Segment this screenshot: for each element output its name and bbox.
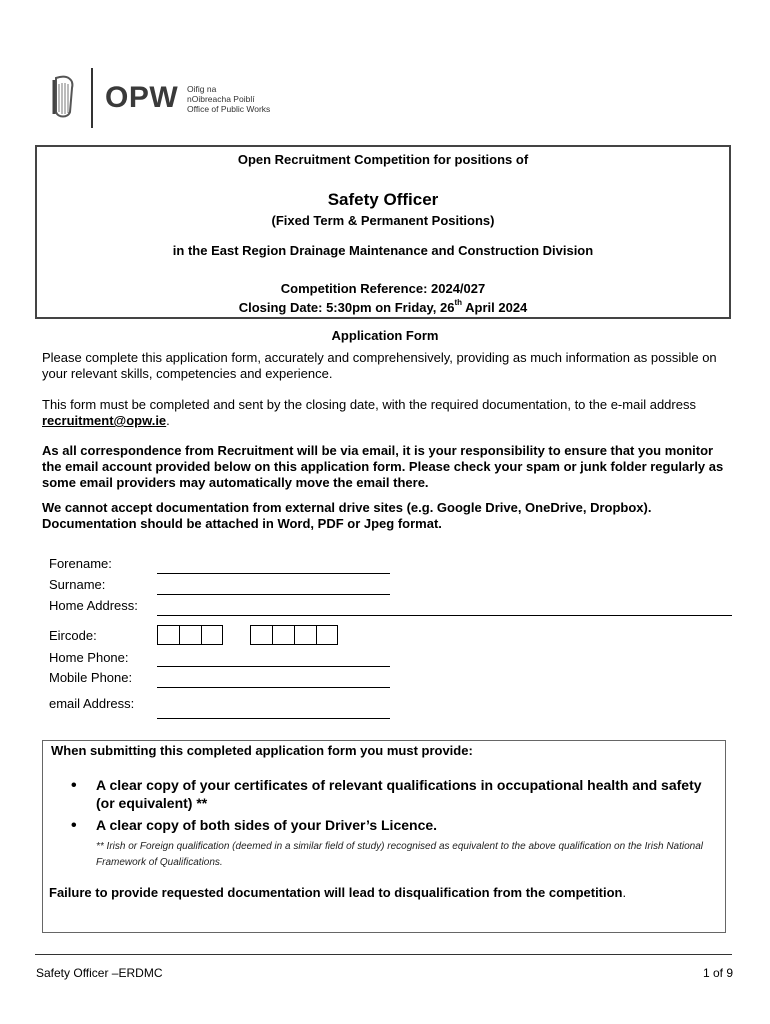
home-address-field[interactable] bbox=[157, 615, 732, 616]
forename-field[interactable] bbox=[157, 573, 390, 574]
eircode-box[interactable] bbox=[157, 625, 179, 645]
eircode-box[interactable] bbox=[179, 625, 201, 645]
eircode-box[interactable] bbox=[250, 625, 272, 645]
bullet-icon: • bbox=[71, 817, 77, 834]
surname-label: Surname: bbox=[49, 577, 106, 592]
email-address-label: email Address: bbox=[49, 696, 135, 711]
division: in the East Region Drainage Maintenance and Construction Division bbox=[172, 243, 594, 258]
eircode-box[interactable] bbox=[294, 625, 316, 645]
competition-title-box bbox=[35, 145, 731, 319]
instructions-paragraph: Please complete this application form, accurately and comprehensively, providing as much information as possible on your relevant skills, competencies and experience. bbox=[42, 350, 717, 381]
required-documents-box bbox=[42, 740, 726, 933]
positions-type: (Fixed Term & Permanent Positions) bbox=[271, 213, 495, 228]
required-item-qualifications: A clear copy of your certificates of relevant qualifications in occupational health and safety (or equivalent) ** bbox=[96, 777, 702, 811]
submission-paragraph: This form must be completed and sent by the closing date, with the required documentation, to the e-mail address recruitment@opw.ie. bbox=[42, 397, 696, 428]
required-item-licence: A clear copy of both sides of your Driver’s Licence. bbox=[96, 817, 438, 833]
form-heading: Application Form bbox=[331, 328, 439, 343]
competition-reference: Competition Reference: 2024/027 bbox=[280, 281, 486, 296]
mobile-phone-field[interactable] bbox=[157, 687, 390, 688]
closing-date: Closing Date: 5:30pm on Friday, 26th April 2024 bbox=[238, 298, 528, 315]
email-notice-paragraph: As all correspondence from Recruitment will be via email, it is your responsibility to ensure that you monitor the email account provided below on this application form. Please check your spam or junk folder regularly as some email providers may automatically move the email there. bbox=[42, 443, 724, 490]
disqualification-warning: Failure to provide requested documentation will lead to disqualification from the competition. bbox=[49, 885, 627, 900]
home-phone-field[interactable] bbox=[157, 666, 390, 667]
harp-icon bbox=[50, 74, 76, 120]
eircode-unique-boxes[interactable] bbox=[250, 625, 338, 645]
eircode-routing-boxes[interactable] bbox=[157, 625, 223, 645]
logo-divider bbox=[91, 68, 93, 128]
surname-field[interactable] bbox=[157, 594, 390, 595]
documentation-paragraph: We cannot accept documentation from external drive sites (e.g. Google Drive, OneDrive, Dropbox). Documentation should be attached in Word, PDF or Jpeg format. bbox=[42, 500, 652, 531]
mobile-phone-label: Mobile Phone: bbox=[49, 670, 133, 685]
opw-logo bbox=[50, 66, 290, 130]
eircode-box[interactable] bbox=[316, 625, 338, 645]
qualification-note: ** Irish or Foreign qualification (deemed in a similar field of study) recognised as equivalent to the above qualification on the Irish National Framework of Qualifications. bbox=[96, 841, 704, 868]
recruitment-email-link[interactable]: recruitment@opw.ie bbox=[42, 413, 167, 428]
home-phone-label: Home Phone: bbox=[49, 650, 129, 665]
home-address-label: Home Address: bbox=[49, 598, 138, 613]
footer-divider bbox=[35, 954, 732, 955]
email-address-field[interactable] bbox=[157, 718, 390, 719]
footer-document-title: Safety Officer –ERDMC bbox=[36, 966, 163, 980]
position-title: Safety Officer bbox=[327, 190, 439, 209]
required-documents-heading: When submitting this completed application form you must provide: bbox=[51, 743, 473, 758]
eircode-box[interactable] bbox=[201, 625, 223, 645]
bullet-icon: • bbox=[71, 777, 77, 794]
eircode-box[interactable] bbox=[272, 625, 294, 645]
competition-intro: Open Recruitment Competition for positions of bbox=[237, 152, 529, 167]
forename-label: Forename: bbox=[49, 556, 112, 571]
logo-text: Oifig na nOibreacha Poiblí Office of Public Works bbox=[187, 84, 271, 114]
eircode-label: Eircode: bbox=[49, 628, 97, 643]
page-number: 1 of 9 bbox=[702, 966, 733, 980]
logo-brand: OPW bbox=[105, 81, 179, 114]
